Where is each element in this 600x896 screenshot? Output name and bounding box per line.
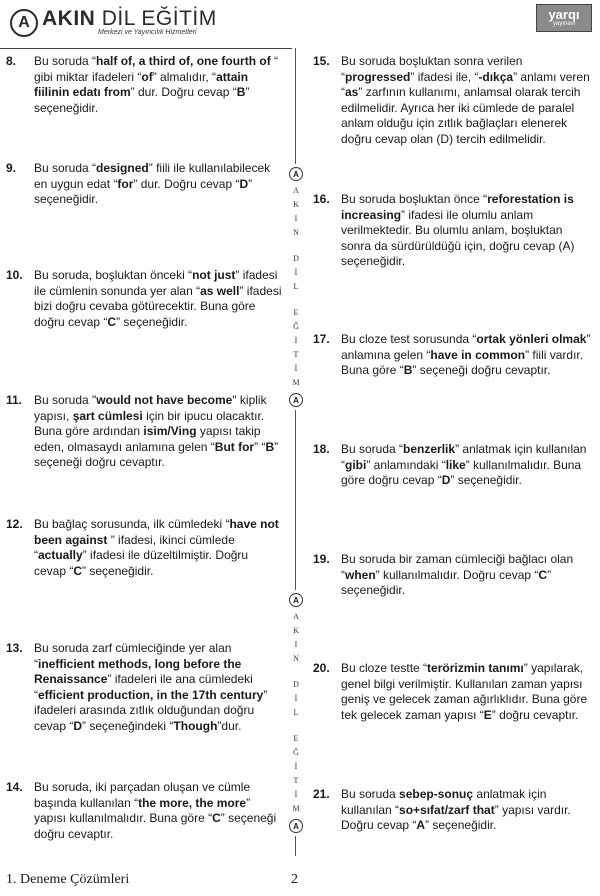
bold-segment: sebep-sonuç — [399, 787, 474, 801]
text-segment: ” dur. Doğru cevap “ — [130, 85, 237, 99]
explanation-text — [341, 661, 587, 723]
text-segment: “ — [341, 85, 345, 99]
text-segment: ” doğru cevaptır. — [491, 707, 579, 722]
akin-dil-egitim-logo — [10, 6, 217, 40]
explanation-line — [34, 409, 278, 425]
bold-segment: designed — [96, 161, 149, 175]
bold-segment: C — [538, 567, 548, 582]
band1-letter: K — [293, 200, 299, 209]
text-segment: tek gelecek zaman yapısı “ — [341, 707, 484, 722]
text-segment: başında kullanılan “ — [34, 795, 139, 810]
explanation-line — [34, 101, 278, 117]
bold-segment: as — [345, 85, 359, 99]
text-segment: Bu soruda — [341, 787, 400, 801]
text-segment: ” seçeneğidir. — [116, 314, 188, 329]
text-segment: geniş ve gelecek zaman ağırlıklıdır. Buna göre — [341, 692, 588, 706]
band2-circle-bottom: A — [289, 819, 303, 833]
question-number: 13. — [6, 641, 23, 655]
footer-title: 1. Deneme Çözümleri — [6, 872, 130, 887]
question-number: 20. — [313, 661, 330, 675]
bold-segment: efficient production, in the 17th century — [38, 687, 264, 702]
explanation-line — [34, 440, 278, 456]
question-number: 12. — [6, 517, 23, 531]
text-segment: ” fiili vardır. — [525, 347, 584, 362]
bold-segment: benzerlik — [403, 442, 456, 456]
text-segment: ” ifadesi ile düzeltilmiştir. Doğru — [82, 548, 249, 562]
explanation-line — [34, 672, 267, 688]
text-segment: verilmektedir. Bu olumlu anlam, boşluktan — [341, 223, 563, 237]
explanation-line — [34, 827, 276, 843]
question-number: 18. — [313, 442, 330, 456]
bold-segment: the more, the more — [138, 795, 247, 810]
text-segment: sonra da sürdürüldüğü için, doğru cevap (A) — [341, 238, 575, 253]
bold-segment: would not have become — [96, 393, 233, 407]
text-segment: ” — [586, 332, 591, 346]
text-segment: ” — [547, 567, 552, 582]
band1-letter: L — [293, 282, 299, 291]
text-segment: ” yapısı vardır. — [494, 802, 571, 817]
text-segment: “ — [34, 656, 38, 671]
explanation-line — [34, 192, 270, 208]
bold-segment: so+sıfat/zarf that — [399, 802, 495, 817]
explanation-line — [34, 564, 279, 580]
explanation-line — [341, 332, 590, 348]
text-segment: gibi miktar ifadeleri “ — [34, 69, 142, 84]
text-segment: doğru cevap olan (D) tercih edilmelidir. — [341, 131, 546, 146]
band1-letter: D — [293, 254, 299, 263]
text-segment: anlatmak için — [473, 787, 547, 801]
band1-letter: İ — [294, 364, 298, 373]
bold-segment: fiilinin edatı from — [34, 85, 131, 99]
bold-segment: şart cümlesi — [72, 408, 143, 423]
text-segment: ” ifadesi — [239, 283, 282, 298]
explanation-text — [34, 517, 279, 579]
explanation-line — [341, 583, 573, 599]
text-segment: seçeneği doğru cevaptır. — [34, 455, 165, 469]
text-segment: ” dur. Doğru cevap “ — [133, 176, 240, 191]
bold-segment: C — [212, 811, 221, 825]
text-segment: ” — [274, 439, 279, 454]
brand-top-text: yarqı — [548, 7, 580, 22]
explanation-line — [34, 796, 276, 812]
band1-letter: Ğ — [293, 322, 299, 331]
bold-segment: -dıkça — [478, 69, 514, 84]
question-number: 14. — [6, 780, 23, 794]
text-segment: göre doğru cevap “ — [341, 473, 442, 487]
text-segment: ile cümlenin sonunda yer alan “ — [34, 283, 201, 298]
text-segment: Bu soruda zarf cümleciğinde yer alan — [34, 641, 232, 655]
explanation-line — [341, 223, 574, 239]
explanation-line — [341, 208, 574, 224]
band2-letter: K — [293, 626, 299, 635]
yargi-yayinevi-logo — [536, 4, 592, 32]
text-segment: ” yapılarak, — [523, 661, 584, 675]
text-segment: Bu soruda, iki parçadan oluşan ve cümle — [34, 780, 251, 794]
question-number: 10. — [6, 268, 23, 282]
explanation-line — [341, 568, 573, 584]
explanation-line — [34, 85, 278, 101]
text-segment: ” seçeneğidir. — [425, 818, 497, 832]
text-segment: ” seçeneği — [220, 811, 277, 825]
text-segment: “ — [34, 687, 38, 702]
logo-bold-text: AKIN — [42, 7, 96, 30]
bold-segment: But for — [214, 439, 255, 454]
question-number: 21. — [313, 787, 330, 801]
explanation-line — [34, 455, 278, 471]
band2-letter: İ — [294, 790, 298, 799]
bold-segment: ortak yönleri olmak — [476, 332, 587, 346]
text-segment: “ — [341, 567, 345, 582]
explanation-line — [341, 677, 587, 693]
text-segment: seçeneğidir. — [34, 192, 99, 206]
text-segment: seçeneğidir. — [341, 583, 406, 597]
text-segment: yapısı, — [34, 408, 73, 423]
explanation-line — [341, 85, 590, 101]
text-segment: Bu bağlaç sorusunda, ilk cümledeki “ — [34, 517, 230, 531]
bold-segment: as well — [200, 283, 240, 298]
explanation-line — [341, 803, 571, 819]
bold-segment: D — [441, 473, 451, 487]
text-segment: seçeneğidir. — [34, 100, 99, 115]
explanation-line — [34, 161, 270, 177]
text-segment: Buna göre ardından — [34, 424, 144, 438]
text-segment: ” ifadesi ile olumlu anlam — [401, 207, 534, 222]
question-number: 11. — [6, 393, 23, 407]
band2-letter: Ğ — [293, 748, 299, 757]
text-segment: ” ifadesi ile, “ — [410, 69, 479, 84]
band1-letter: İ — [294, 336, 298, 345]
text-segment: anlam olduğu için zıtlık bağlaçları elenerek — [341, 116, 568, 130]
text-segment: ” ifadeleri ile ana cümledeki — [107, 672, 253, 686]
bold-segment: attain — [216, 69, 249, 84]
question-number: 16. — [313, 192, 330, 206]
bold-segment: D — [239, 176, 249, 191]
bold-segment: for — [117, 176, 134, 191]
band2-letter: M — [292, 804, 300, 813]
bold-segment: E — [483, 707, 492, 722]
text-segment: ” — [245, 85, 250, 99]
explanation-line — [341, 239, 574, 255]
text-segment: Bu soruda bir zaman cümleciği bağlacı olan — [341, 552, 574, 566]
explanation-line — [34, 315, 282, 331]
text-segment: “ — [341, 69, 345, 84]
text-segment: cevap “ — [34, 718, 74, 733]
question-number: 17. — [313, 332, 330, 346]
explanation-line — [341, 818, 571, 834]
text-segment: Bu soruda, boşluktan önceki “ — [34, 268, 193, 282]
text-segment: Doğru cevap “ — [341, 818, 417, 832]
explanation-line — [341, 116, 590, 132]
explanation-line — [34, 780, 276, 796]
bold-segment: C — [73, 563, 83, 578]
explanation-text — [341, 787, 571, 834]
bold-segment: B — [265, 439, 275, 454]
explanation-line — [341, 192, 574, 208]
logo-light-text: DİL EĞİTİM — [101, 7, 217, 30]
explanation-line — [34, 70, 278, 86]
band2-letter: A — [293, 612, 299, 621]
bold-segment: like — [445, 457, 466, 472]
band2-letter: L — [293, 708, 299, 717]
text-segment: ” seçeneğidir. — [450, 473, 522, 487]
text-segment: ” kullanılmalıdır. Doğru cevap “ — [375, 567, 539, 582]
bold-segment: actually — [38, 548, 83, 562]
explanation-line — [34, 811, 276, 827]
text-segment: ” ifadesi — [235, 268, 278, 282]
band2-letter: İ — [294, 694, 298, 703]
bold-segment: have in common — [430, 347, 526, 362]
text-segment: ” seçeneğindeki “ — [82, 718, 174, 733]
text-segment: ” “ — [254, 439, 266, 454]
text-segment: ” — [263, 687, 268, 702]
logo-subtitle: Merkezi ve Yayıncılık Hizmetleri — [98, 29, 197, 36]
explanation-line — [34, 517, 279, 533]
text-segment: “ — [34, 548, 38, 562]
band1-circle-top: A — [289, 167, 303, 181]
explanation-line — [34, 393, 278, 409]
explanation-line — [34, 284, 282, 300]
explanation-text — [341, 552, 573, 599]
bold-segment: when — [345, 567, 376, 582]
bold-segment: isim/Ving — [143, 424, 197, 438]
text-segment: kullanılan “ — [341, 802, 400, 817]
logo-circle-a: A — [10, 9, 38, 37]
text-segment: Bu soruda boşluktan sonra verilen — [341, 54, 523, 68]
explanation-line — [341, 70, 590, 86]
band2-circle-top: A — [289, 593, 303, 607]
bold-segment: C — [107, 314, 117, 329]
question-number: 8. — [6, 54, 17, 68]
band2-letter: İ — [294, 762, 298, 771]
text-segment: Bu soruda " — [34, 393, 97, 407]
text-segment: Bu soruda “ — [341, 442, 404, 456]
band1-letter: İ — [294, 268, 298, 277]
bold-segment: gibi — [345, 457, 367, 472]
text-segment: için bir ipucu olacaktır. — [142, 408, 265, 423]
text-segment: Bu soruda “ — [34, 54, 97, 68]
explanation-text — [34, 393, 278, 471]
side-band-bottom — [285, 590, 307, 836]
explanation-text — [34, 54, 278, 116]
bold-segment: of — [141, 69, 153, 84]
text-segment: ” anlamı veren — [513, 69, 590, 84]
text-segment: anlamına gelen “ — [341, 347, 431, 362]
explanation-line — [341, 552, 573, 568]
text-segment: ” anlamındaki “ — [366, 457, 446, 472]
text-segment: ” zarfının kullanımı, anlamsal olarak tercih — [358, 85, 581, 99]
text-segment: Bu cloze testte “ — [341, 661, 428, 675]
text-segment: ” anlatmak için kullanılan — [455, 442, 587, 456]
text-segment: en uygun edat “ — [34, 176, 118, 191]
text-segment: yapısı takip — [196, 424, 261, 438]
explanation-text — [34, 641, 267, 734]
text-segment: ” — [246, 795, 251, 810]
explanation-text — [34, 268, 282, 330]
explanation-text — [341, 442, 586, 489]
text-segment: seçeneğidir. — [341, 254, 406, 268]
text-segment: cevap “ — [34, 563, 74, 578]
text-segment: “ — [270, 54, 279, 68]
bold-segment: Renaissance — [34, 672, 108, 686]
bold-segment: half of, a third of, one fourth of — [96, 54, 271, 68]
bold-segment: increasing — [341, 207, 402, 222]
explanation-text — [341, 54, 590, 147]
bold-segment: inefficient methods, long before the — [38, 656, 242, 671]
band2-letter: E — [293, 734, 299, 743]
bold-segment: terörizmin tanımı — [427, 661, 524, 675]
question-number: 9. — [6, 161, 17, 175]
text-segment: ifadeleri arasında zıtlık olduğundan doğru — [34, 703, 255, 717]
explanation-line — [34, 299, 282, 315]
bold-segment: B — [403, 363, 413, 377]
explanation-text — [34, 161, 270, 208]
bold-segment: A — [416, 818, 426, 832]
question-number: 19. — [313, 552, 330, 566]
text-segment: doğru cevap “ — [34, 314, 108, 329]
text-segment: ” ifadesi, ikinci cümlede — [107, 532, 235, 547]
explanation-line — [341, 787, 571, 803]
explanation-line — [34, 719, 267, 735]
text-segment: ”dur. — [217, 718, 242, 733]
bold-segment: have not — [229, 517, 279, 531]
bold-segment: Though — [173, 718, 218, 733]
explanation-line — [34, 688, 267, 704]
text-segment: ” — [248, 176, 253, 191]
bold-segment: B — [236, 85, 246, 99]
explanation-line — [341, 442, 586, 458]
text-segment: ” fiili ile kullanılabilecek — [148, 161, 271, 175]
text-segment: Bu soruda boşluktan önce “ — [341, 192, 488, 206]
text-segment: " kiplik — [232, 393, 267, 407]
brand-bottom-text: yayınevi — [552, 21, 575, 27]
band2-letter: N — [293, 654, 299, 663]
bold-segment: progressed — [345, 69, 411, 84]
band1-letter: N — [293, 228, 299, 237]
band2-letter: D — [293, 680, 299, 689]
explanation-line — [341, 458, 586, 474]
band1-letter: M — [292, 378, 300, 387]
explanation-line — [341, 132, 590, 148]
text-segment: ” kullanılmalıdır. Buna — [465, 457, 582, 472]
bold-segment: D — [73, 718, 83, 733]
text-segment: ” seçeneği doğru cevaptır. — [412, 363, 551, 377]
side-band-top — [285, 164, 307, 410]
text-segment: Bu soruda “ — [34, 161, 97, 175]
text-segment: eden, olmasaydı anlamına gelen “ — [34, 439, 215, 454]
explanation-line — [34, 641, 267, 657]
band2-letter: T — [293, 776, 299, 785]
text-segment: edilmelidir. Ayrıca her iki cümlede de paralel — [341, 100, 575, 115]
explanation-line — [341, 708, 587, 724]
explanation-line — [341, 54, 590, 70]
band1-letter: E — [293, 308, 299, 317]
explanation-line — [341, 363, 590, 379]
text-segment: bizi doğru cevaba götürecektir. Buna göre — [34, 299, 256, 313]
text-segment: doğru cevaptır. — [34, 826, 114, 841]
explanation-line — [34, 533, 279, 549]
bold-segment: reforestation is — [487, 192, 574, 206]
explanation-line — [341, 473, 586, 489]
text-segment: Buna göre “ — [341, 363, 404, 377]
band1-circle-bottom: A — [289, 393, 303, 407]
explanation-line — [34, 548, 279, 564]
text-segment: yapısı kullanılmalıdır. Buna göre “ — [34, 811, 213, 825]
band1-letter: I — [294, 214, 298, 223]
explanation-line — [341, 692, 587, 708]
explanation-line — [34, 424, 278, 440]
explanation-line — [34, 657, 267, 673]
question-number: 15. — [313, 54, 330, 68]
explanation-line — [34, 703, 267, 719]
band2-letter: I — [294, 640, 298, 649]
bold-segment: been against — [34, 532, 108, 547]
text-segment: “ — [341, 457, 345, 472]
explanation-line — [341, 661, 587, 677]
bold-segment: not just — [192, 268, 236, 282]
text-segment: Bu cloze test sorusunda “ — [341, 332, 477, 346]
text-segment: ” almalıdır, “ — [152, 69, 217, 84]
explanation-line — [341, 348, 590, 364]
page-number: 2 — [291, 872, 298, 887]
explanation-line — [341, 254, 574, 270]
explanation-text — [34, 780, 276, 842]
band1-letter: T — [293, 350, 299, 359]
explanation-line — [34, 177, 270, 193]
left-column-top-rule — [0, 48, 292, 49]
explanation-line — [341, 101, 590, 117]
explanation-line — [34, 268, 282, 284]
explanation-line — [34, 54, 278, 70]
text-segment: genel bilgi verilmiştir. Kullanılan zaman yapısı — [341, 676, 583, 691]
page-header — [0, 0, 600, 46]
text-segment: ” seçeneğidir. — [82, 563, 154, 578]
explanation-text — [341, 332, 590, 379]
band1-letter: A — [293, 186, 299, 195]
explanation-text — [341, 192, 574, 270]
